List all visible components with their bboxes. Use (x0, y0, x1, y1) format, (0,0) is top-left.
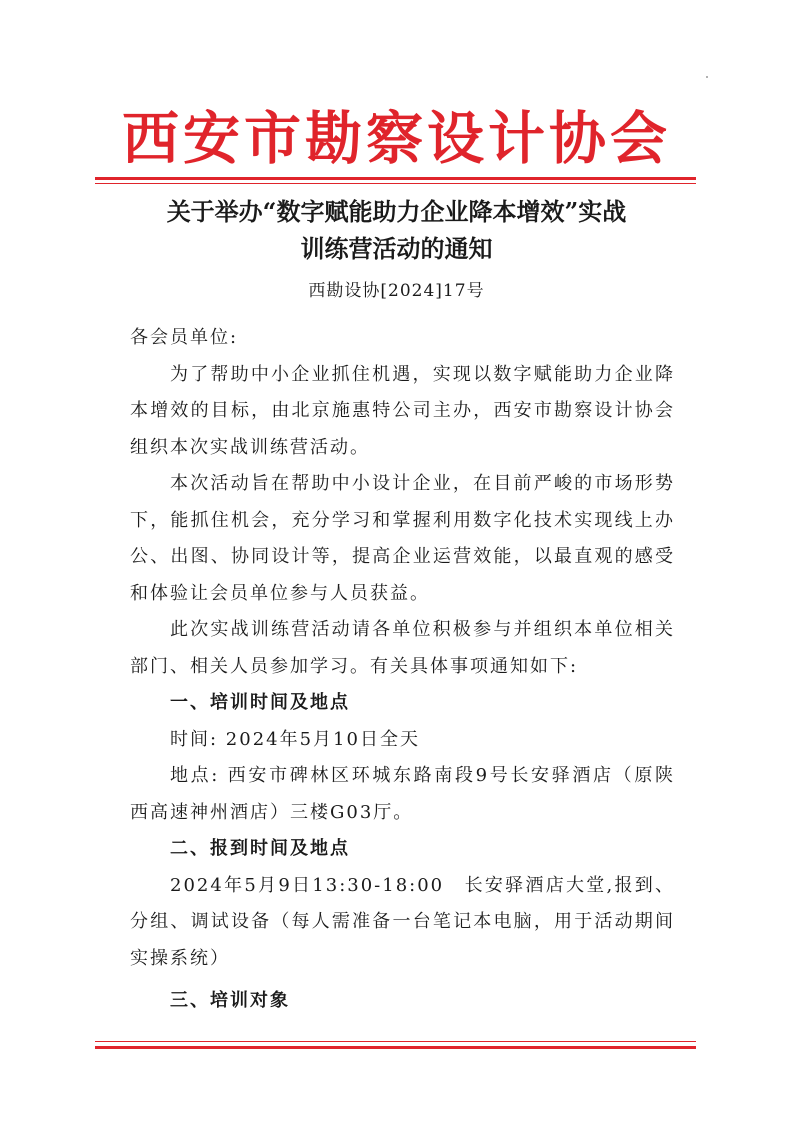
header-rule-thick (95, 177, 696, 180)
scan-speck (706, 76, 708, 78)
notice-body (130, 320, 675, 1020)
header-rule-thin (95, 183, 696, 184)
paragraph-request: 此次实战训练营活动请各单位积极参与并组织本单位相关部门、相关人员参加学习。有关具体事项通知如下: (130, 619, 675, 677)
organization-header: 西安市勘察设计协会 (122, 105, 671, 172)
salutation: 各会员单位: (130, 327, 239, 348)
footer-rule-thin (95, 1041, 696, 1042)
section-1-heading: 一、培训时间及地点 (170, 692, 350, 713)
section-2-text: 2024年5月9日13:30-18:00 长安驿酒店大堂,报到、分组、调试设备（每人需准备一台笔记本电脑，用于活动期间实操系统） (130, 874, 675, 969)
document-number: 西勘设协[2024]17号 (308, 281, 485, 301)
section-2-heading: 二、报到时间及地点 (170, 838, 350, 859)
document-title-line-2: 训练营活动的通知 (300, 234, 493, 263)
paragraph-aim: 本次活动旨在帮助中小设计企业，在目前严峻的市场形势下，能抓住机会，充分学习和掌握利用数字化技术实现线上办公、出图、协同设计等，提高企业运营效能，以最直观的感受和体验让会员单位参与人员获益。 (130, 473, 675, 604)
footer-rule-thick (95, 1046, 696, 1049)
paragraph-purpose: 为了帮助中小企业抓住机遇，实现以数字赋能助力企业降本增效的目标，由北京施惠特公司主办，西安市勘察设计协会组织本次实战训练营活动。 (130, 363, 675, 458)
document-title-line-1: 关于举办“数字赋能助力企业降本增效”实战 (166, 197, 627, 226)
section-1-time: 时间: 2024年5月10日全天 (170, 728, 420, 750)
section-1-place: 地点: 西安市碑林区环城东路南段9号长安驿酒店（原陕西高速神州酒店）三楼G03厅。 (130, 765, 675, 823)
section-3-heading: 三、培训对象 (170, 990, 290, 1011)
